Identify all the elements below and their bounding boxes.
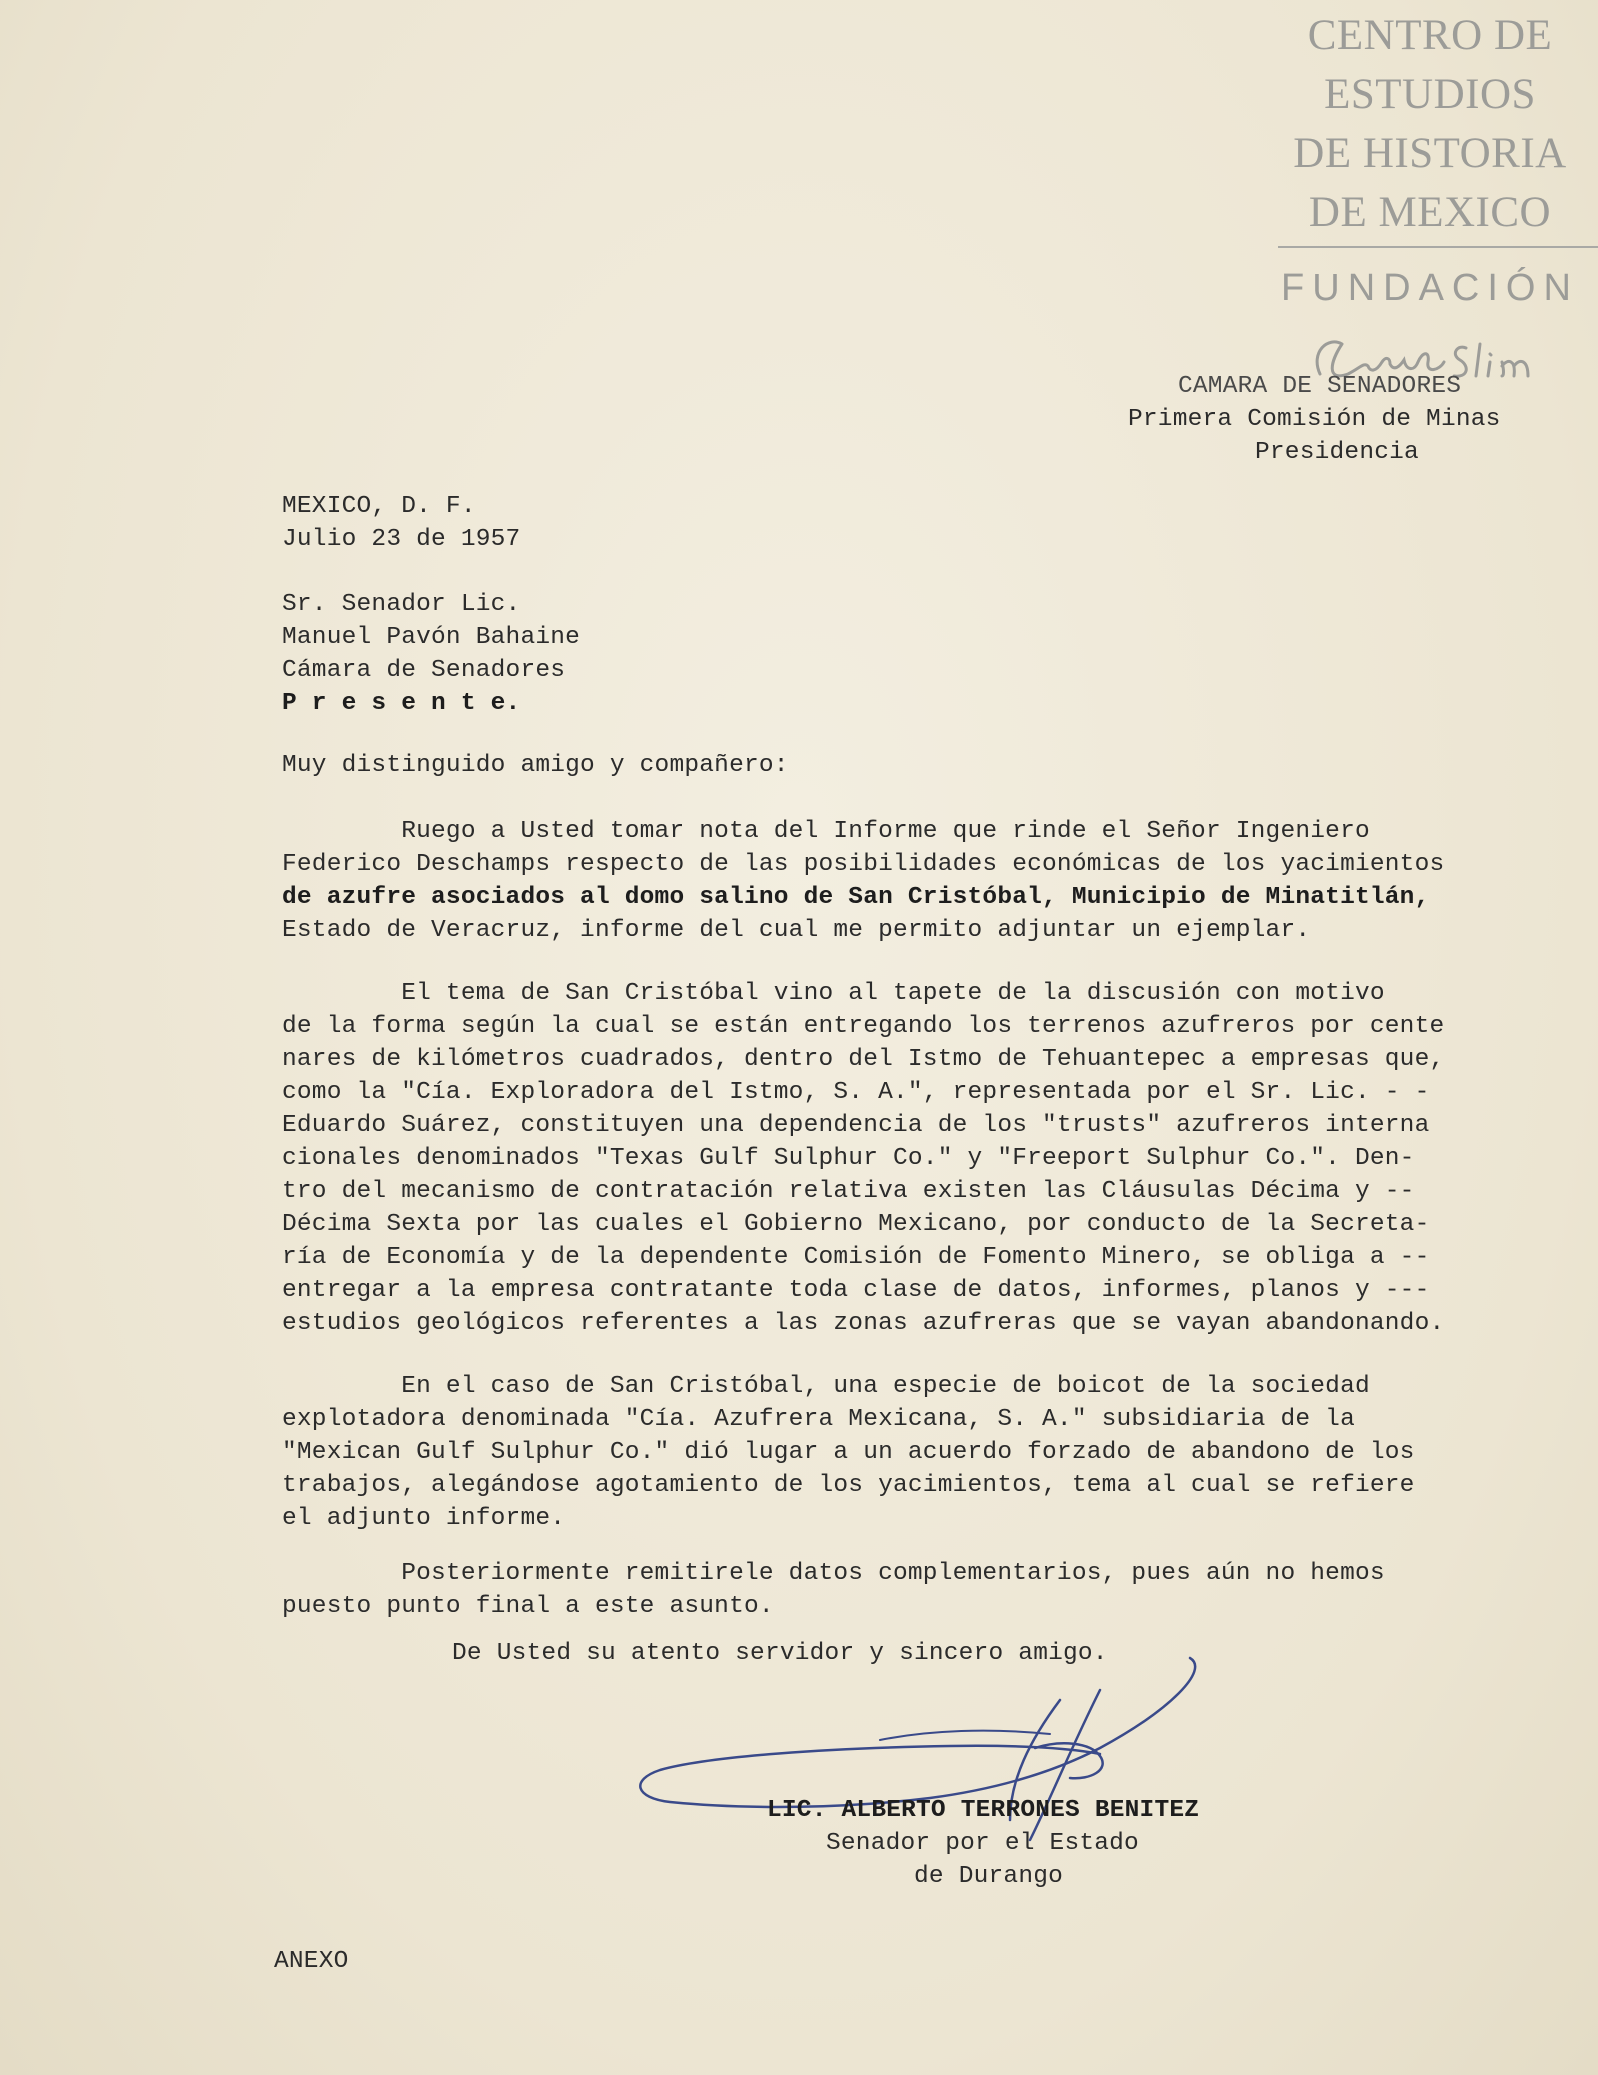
stamp-line-1: CENTRO DE <box>1307 12 1553 59</box>
paragraph-line: En el caso de San Cristóbal, una especie de boicot de la sociedad <box>282 1373 1370 1400</box>
recipient-line-3: Cámara de Senadores <box>282 657 566 684</box>
paragraph-line: Décima Sexta por las cuales el Gobierno Mexicano, por conducto de la Secreta- <box>282 1211 1430 1238</box>
paragraph-line: estudios geológicos referentes a las zonas azufreras que se vayan abandonando. <box>282 1310 1445 1337</box>
paragraph-line: puesto punto final a este asunto. <box>282 1593 774 1620</box>
stamp-line-4: DE MEXICO <box>1308 189 1552 236</box>
paragraph-line: el adjunto informe. <box>282 1505 566 1532</box>
stamp-line-2: ESTUDIOS <box>1324 71 1536 118</box>
stamp-divider <box>1278 246 1598 248</box>
letterhead-line-1: CAMARA DE SENADORES <box>1178 373 1462 400</box>
paragraph-line: Federico Deschamps respecto de las posibilidades económicas de los yacimientos <box>282 851 1445 878</box>
stamp-fundacion: FUNDACIÓN <box>1281 267 1579 309</box>
date: Julio 23 de 1957 <box>282 526 521 553</box>
place: MEXICO, D. F. <box>282 493 476 520</box>
closing: De Usted su atento servidor y sincero amigo. <box>452 1640 1108 1667</box>
recipient-line-4: P r e s e n t e. <box>282 690 521 717</box>
paragraph-line: de la forma según la cual se están entregando los terrenos azufreros por cente <box>282 1013 1445 1040</box>
salutation: Muy distinguido amigo y compañero: <box>282 752 789 779</box>
recipient-line-1: Sr. Senador Lic. <box>282 591 521 618</box>
paragraph-line: Estado de Veracruz, informe del cual me permito adjuntar un ejemplar. <box>282 917 1311 944</box>
paragraph-line: Eduardo Suárez, constituyen una dependencia de los "trusts" azufreros interna <box>282 1112 1430 1139</box>
letterhead-line-3: Presidencia <box>1255 439 1419 466</box>
paragraph-line: tro del mecanismo de contratación relativa existen las Cláusulas Décima y -- <box>282 1178 1415 1205</box>
stamp-line-3: DE HISTORIA <box>1293 130 1567 177</box>
letterhead-line-2: Primera Comisión de Minas <box>1128 406 1501 433</box>
signatory-state: de Durango <box>914 1863 1064 1890</box>
paragraph-line: de azufre asociados al domo salino de San Cristóbal, Municipio de Minatitlán, <box>282 884 1430 911</box>
paragraph-line: como la "Cía. Exploradora del Istmo, S. A.", representada por el Sr. Lic. - - <box>282 1079 1430 1106</box>
paragraph-line: explotadora denominada "Cía. Azufrera Mexicana, S. A." subsidiaria de la <box>282 1406 1355 1433</box>
paragraph-line: entregar a la empresa contratante toda clase de datos, informes, planos y --- <box>282 1277 1430 1304</box>
archive-stamp <box>1270 6 1590 310</box>
paragraph-line: nares de kilómetros cuadrados, dentro del Istmo de Tehuantepec a empresas que, <box>282 1046 1445 1073</box>
paragraph-line: Ruego a Usted tomar nota del Informe que rinde el Señor Ingeniero <box>282 818 1370 845</box>
signatory-title: Senador por el Estado <box>826 1830 1139 1857</box>
paragraph-line: Posteriormente remitirele datos complementarios, pues aún no hemos <box>282 1560 1385 1587</box>
paragraph-line: ría de Economía y de la dependente Comisión de Fomento Minero, se obliga a -- <box>282 1244 1430 1271</box>
paragraph-line: "Mexican Gulf Sulphur Co." dió lugar a un acuerdo forzado de abandono de los <box>282 1439 1415 1466</box>
recipient-line-2: Manuel Pavón Bahaine <box>282 624 581 651</box>
signatory-name: LIC. ALBERTO TERRONES BENITEZ <box>767 1797 1200 1824</box>
paragraph-line: El tema de San Cristóbal vino al tapete de la discusión con motivo <box>282 980 1385 1007</box>
paragraph-line: cionales denominados "Texas Gulf Sulphur Co." y "Freeport Sulphur Co.". Den- <box>282 1145 1415 1172</box>
annex-label: ANEXO <box>274 1948 349 1975</box>
paragraph-line: trabajos, alegándose agotamiento de los yacimientos, tema al cual se refiere <box>282 1472 1415 1499</box>
